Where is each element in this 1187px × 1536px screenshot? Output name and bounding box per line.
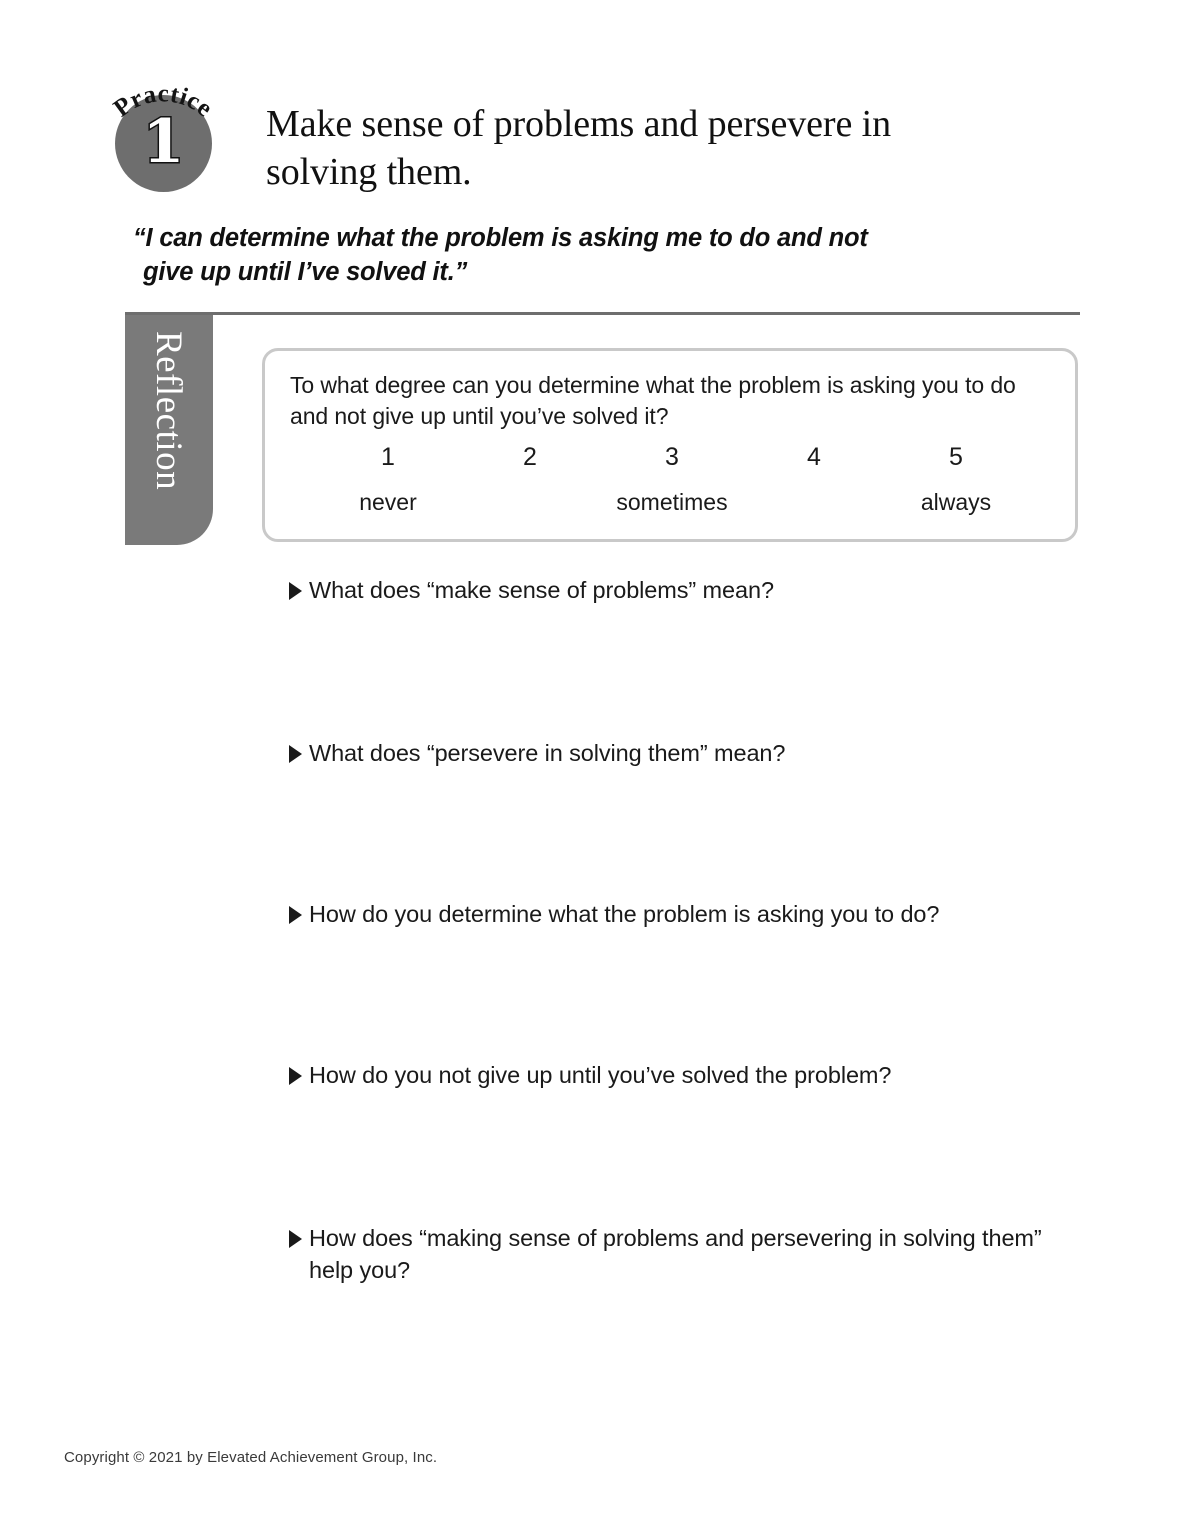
rating-scale — [317, 443, 1027, 516]
rating-option-2[interactable]: 2 — [523, 443, 537, 471]
rating-option-3[interactable]: 3 — [665, 443, 679, 471]
rating-scale-numbers — [317, 443, 1027, 472]
page-title-line-2: solving them. — [266, 151, 472, 194]
triangle-right-icon — [289, 906, 302, 926]
triangle-right-icon — [289, 745, 302, 765]
practice-badge — [93, 68, 233, 198]
rating-label-always: always — [920, 489, 992, 515]
rating-label-blank-2 — [459, 489, 601, 516]
reflection-question — [289, 737, 1089, 769]
rating-scale-words — [317, 489, 1027, 516]
i-can-statement-line-2: give up until I’ve solved it.” — [143, 257, 468, 286]
reflection-question — [289, 1059, 1089, 1091]
reflection-question-text: What does “persevere in solving them” mean? — [309, 740, 786, 766]
rating-label-blank-4 — [743, 489, 885, 516]
practice-number: 1 — [142, 106, 185, 177]
rating-prompt-line-1: To what degree can you determine what the problem is asking you — [290, 372, 959, 398]
i-can-statement-line-1: “I can determine what the problem is asking me to do and not — [133, 224, 868, 252]
page-title — [266, 100, 1026, 197]
page-title-line-1: Make sense of problems and persevere in — [266, 103, 891, 145]
reflection-question — [289, 1222, 1079, 1287]
rating-label-never: never — [359, 489, 417, 515]
reflection-question-text: What does “make sense of problems” mean? — [309, 577, 774, 603]
rating-prompt — [290, 370, 1055, 431]
triangle-right-icon — [289, 582, 302, 602]
reflection-question-text: How do you not give up until you’ve solved the problem? — [309, 1062, 892, 1088]
reflection-question-text: How do you determine what the problem is asking you to do? — [309, 901, 940, 927]
reflection-rating-box — [262, 348, 1078, 542]
reflection-question-text: How does “making sense of problems and persevering in solving them” help you? — [309, 1225, 1042, 1284]
reflection-question — [289, 574, 1089, 606]
rating-option-4[interactable]: 4 — [807, 443, 821, 471]
triangle-right-icon — [289, 1230, 302, 1250]
i-can-statement — [133, 222, 1033, 289]
rating-option-5[interactable]: 5 — [949, 443, 963, 471]
rating-label-sometimes: sometimes — [616, 489, 728, 515]
copyright-notice: Copyright © 2021 by Elevated Achievement Group, Inc. — [64, 1449, 438, 1466]
section-tab-label: Reflection — [148, 331, 190, 491]
section-divider — [125, 312, 1080, 315]
rating-option-1[interactable]: 1 — [381, 443, 395, 471]
section-tab-reflection — [125, 315, 213, 545]
triangle-right-icon — [289, 1067, 302, 1087]
rating-prompt-line-2: to do and not give up until you’ve solved it? — [290, 372, 1016, 429]
reflection-question — [289, 898, 1089, 930]
practice-arc-text: Practice — [108, 80, 218, 123]
